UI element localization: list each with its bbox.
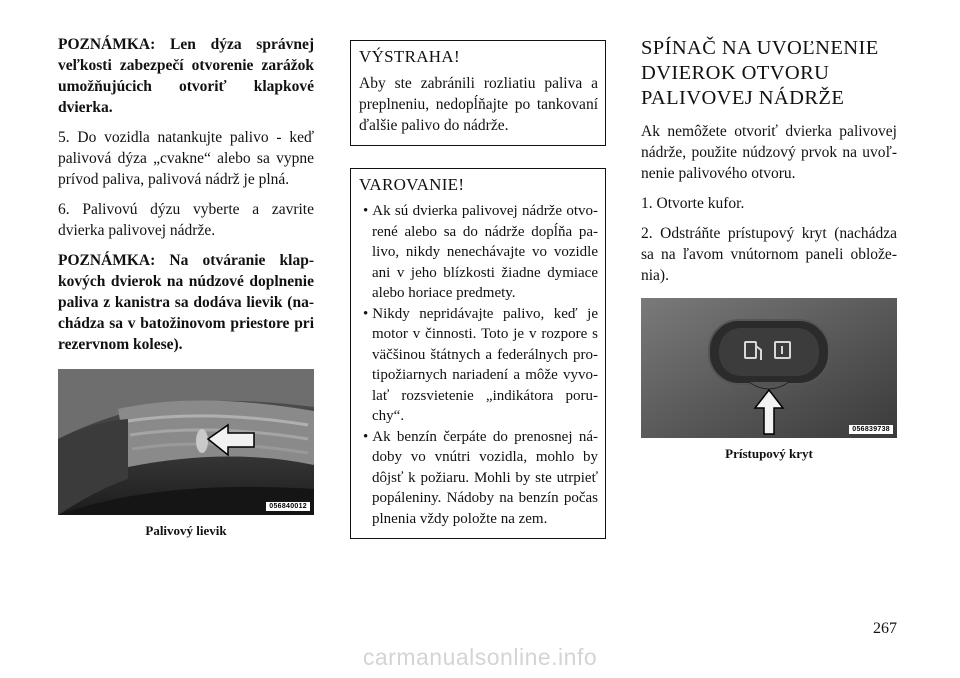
image-code: 056840012 <box>266 502 310 511</box>
caption-access-cover: Prístupový kryt <box>725 446 813 461</box>
right-column <box>641 34 897 462</box>
fuel-funnel-photo <box>58 369 314 515</box>
section-heading: SPÍNAČ NA UVOĽNENIE DVIEROK OTVORU PALIVOVEJ NÁDRŽE <box>641 37 879 109</box>
page-number: 267 <box>873 620 897 637</box>
left-column <box>58 34 314 539</box>
step-2: 2. Odstráňte prístupový kryt (nachádza sa na ľavom vnútornom paneli obloženia). <box>641 225 897 284</box>
site-watermark: carmanualsonline.info <box>362 644 598 670</box>
warning-text: Aby ste zabránili rozliatiu paliva a preplneniu, nedopĺňajte po tankovaní ďalšie palivo do nádrže. <box>359 75 598 134</box>
warning-box <box>350 40 606 146</box>
fuel-funnel-illustration <box>58 369 314 515</box>
access-cover-photo <box>641 298 897 438</box>
note-nozzle-size: POZNÁMKA: Len dýza správnej veľkosti zabezpečí otvorenie zarážok umožňujúcich otvoriť klapkové dvierka. <box>58 36 314 116</box>
step-6: 6. Palivovú dýzu vyberte a zavrite dvierka palivovej nádrže. <box>58 201 314 239</box>
step-5: 5. Do vozidla natankujte palivo - keď palivová dýza „cvakne“ alebo sa vypne prívod paliva, palivová nádrž je plná. <box>58 129 314 188</box>
list-item: • Ak sú dvierka palivovej nádrže otvorené alebo sa do nádrže dopĺňa palivo, nikdy nenechávajte vo vozidle ani v jeho blízkosti žiadne dymiace alebo horiace predmety. <box>359 201 598 304</box>
middle-column <box>350 40 606 539</box>
caution-list <box>359 201 598 529</box>
caption-fuel-funnel: Palivový lievik <box>145 523 227 538</box>
caution-box <box>350 168 606 539</box>
step-1: 1. Otvorte kufor. <box>641 195 745 212</box>
image-code: 056839738 <box>849 425 893 434</box>
list-item: • Nikdy nepridávajte palivo, keď je motor v činnosti. Toto je v rozpore s väčšinou štátnych a federálnych protipožiarnych nariadení a môže vyvolať rozsvietenie „indikátora poruchy“. <box>359 304 598 427</box>
intro-text: Ak nemôžete otvoriť dvierka palivovej nádrže, použite núdzový prvok na uvoľnenie palivového otvoru. <box>641 123 897 182</box>
list-item: • Ak benzín čerpáte do prenosnej nádoby vo vnútri vozidla, mohlo by dôjsť k požiaru. Mohli by ste utrpieť popáleniny. Nádoby na benzín počas plnenia vždy položte na zem. <box>359 427 598 530</box>
caution-title: VAROVANIE! <box>359 175 465 194</box>
note-funnel: POZNÁMKA: Na otváranie klapkových dvierok na núdzové doplnenie paliva z kanistra sa dodáva lievik (nachádza sa v batožinovom priestore pri rezervnom kolese). <box>58 252 314 353</box>
access-cover-illustration <box>641 298 897 438</box>
warning-title: VÝSTRAHA! <box>359 47 460 66</box>
